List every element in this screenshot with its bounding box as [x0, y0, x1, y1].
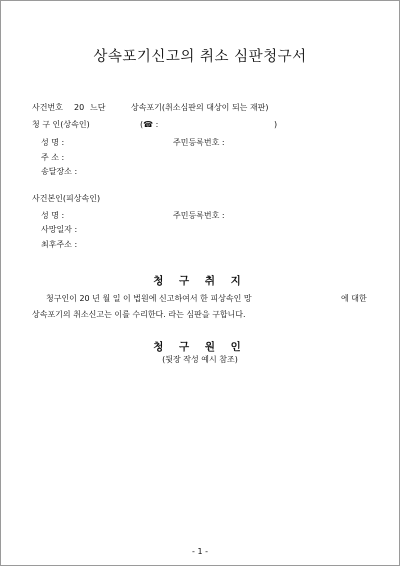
- claimant-phone-suffix: ): [274, 120, 278, 129]
- decedent-name-label: 성 명 :: [41, 211, 65, 220]
- purpose-line2: 상속포기의 취소신고는 이를 수리한다. 라는 심판을 구합니다.: [32, 310, 246, 319]
- purpose-line1: 청구인이 20 년 월 일 이 법원에 신고하여서 한 피상속인 망: [46, 294, 252, 303]
- case-court-code: 느단: [90, 103, 106, 112]
- claimant-phone-prefix: (☎ :: [140, 120, 159, 129]
- decedent-last-address-label: 최후주소 :: [41, 240, 78, 249]
- decedent-rrn-label: 주민등록번호 :: [173, 211, 225, 220]
- cause-heading: 청 구 원 인: [153, 341, 247, 353]
- cause-note: (뒷장 작성 예시 참조): [162, 355, 238, 364]
- decedent-label: 사건본인(피상속인): [32, 194, 101, 203]
- purpose-line1-end: 에 대한: [341, 294, 367, 303]
- purpose-heading: 청 구 취 지: [153, 275, 247, 287]
- case-number-label: 사건번호: [32, 103, 63, 112]
- page-number: - 1 -: [192, 547, 208, 556]
- claimant-rrn-label: 주민등록번호 :: [173, 138, 225, 147]
- case-year: 20: [74, 103, 85, 112]
- decedent-death-date-label: 사망일자 :: [41, 225, 78, 234]
- claimant-label: 청 구 인(상속인): [32, 120, 90, 129]
- claimant-address-label: 주 소 :: [41, 153, 65, 162]
- claimant-delivery-label: 송달장소 :: [41, 167, 78, 176]
- page-title: 상속포기신고의 취소 심판청구서: [93, 49, 307, 65]
- claimant-name-label: 성 명 :: [41, 138, 65, 147]
- case-name: 상속포기(취소심판의 대상이 되는 재판): [131, 103, 269, 112]
